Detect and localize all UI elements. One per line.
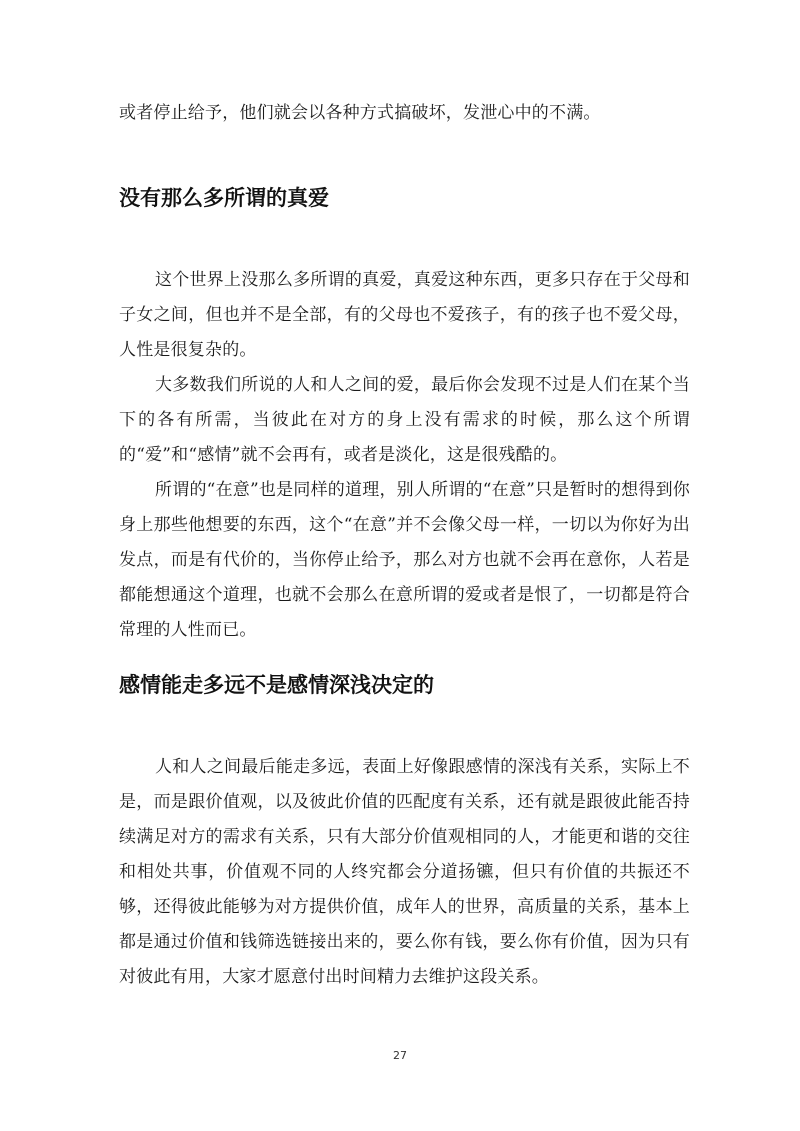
- section-heading-relationship-distance: 感情能走多远不是感情深浅决定的: [119, 673, 434, 697]
- paragraph-relationship-distance-1: 人和人之间最后能走多远，表面上好像跟感情的深浅有关系，实际上不是，而是跟价值观，以及彼此价值的匹配度有关系，还有就是跟彼此能否持续满足对方的需求有关系，只有大部分价值观相同的人，才能更和谐的交往和相处共事，价值观不同的人终究都会分道扬镳，但只有价值的共振还不够，还得彼此能够为对方提供价值，成年人的世界，高质量的关系，基本上都是通过价值和钱筛选链接出来的，要么你有钱，要么你有价值，因为只有对彼此有用，大家才愿意付出时间精力去维护这段关系。: [119, 757, 690, 987]
- page-number: 27: [393, 1049, 407, 1062]
- paragraph-true-love-1: 这个世界上没那么多所谓的真爱，真爱这种东西，更多只存在于父母和子女之间，但也并不是全部，有的父母也不爱孩子，有的孩子也不爱父母，人性是很复杂的。: [119, 270, 690, 360]
- paragraph-true-love-3: 所谓的“在意”也是同样的道理，别人所谓的“在意”只是暂时的想得到你身上那些他想要的东西，这个“在意”并不会像父母一样，一切以为你好为出发点，而是有代价的，当你停止给予，那么对方也就不会再在意你，人若是都能想通这个道理，也就不会那么在意所谓的爱或者是恨了，一切都是符合常理的人性而已。: [119, 480, 690, 640]
- paragraph-true-love-2: 大多数我们所说的人和人之间的爱，最后你会发现不过是人们在某个当下的各有所需，当彼此在对方的身上没有需求的时候，那么这个所谓的“爱”和“感情”就不会再有，或者是淡化，这是很残酷的。: [119, 375, 690, 465]
- section-heading-true-love: 没有那么多所谓的真爱: [119, 186, 329, 210]
- opening-paragraph: 或者停止给予，他们就会以各种方式搞破坏，发泄心中的不满。: [119, 103, 601, 123]
